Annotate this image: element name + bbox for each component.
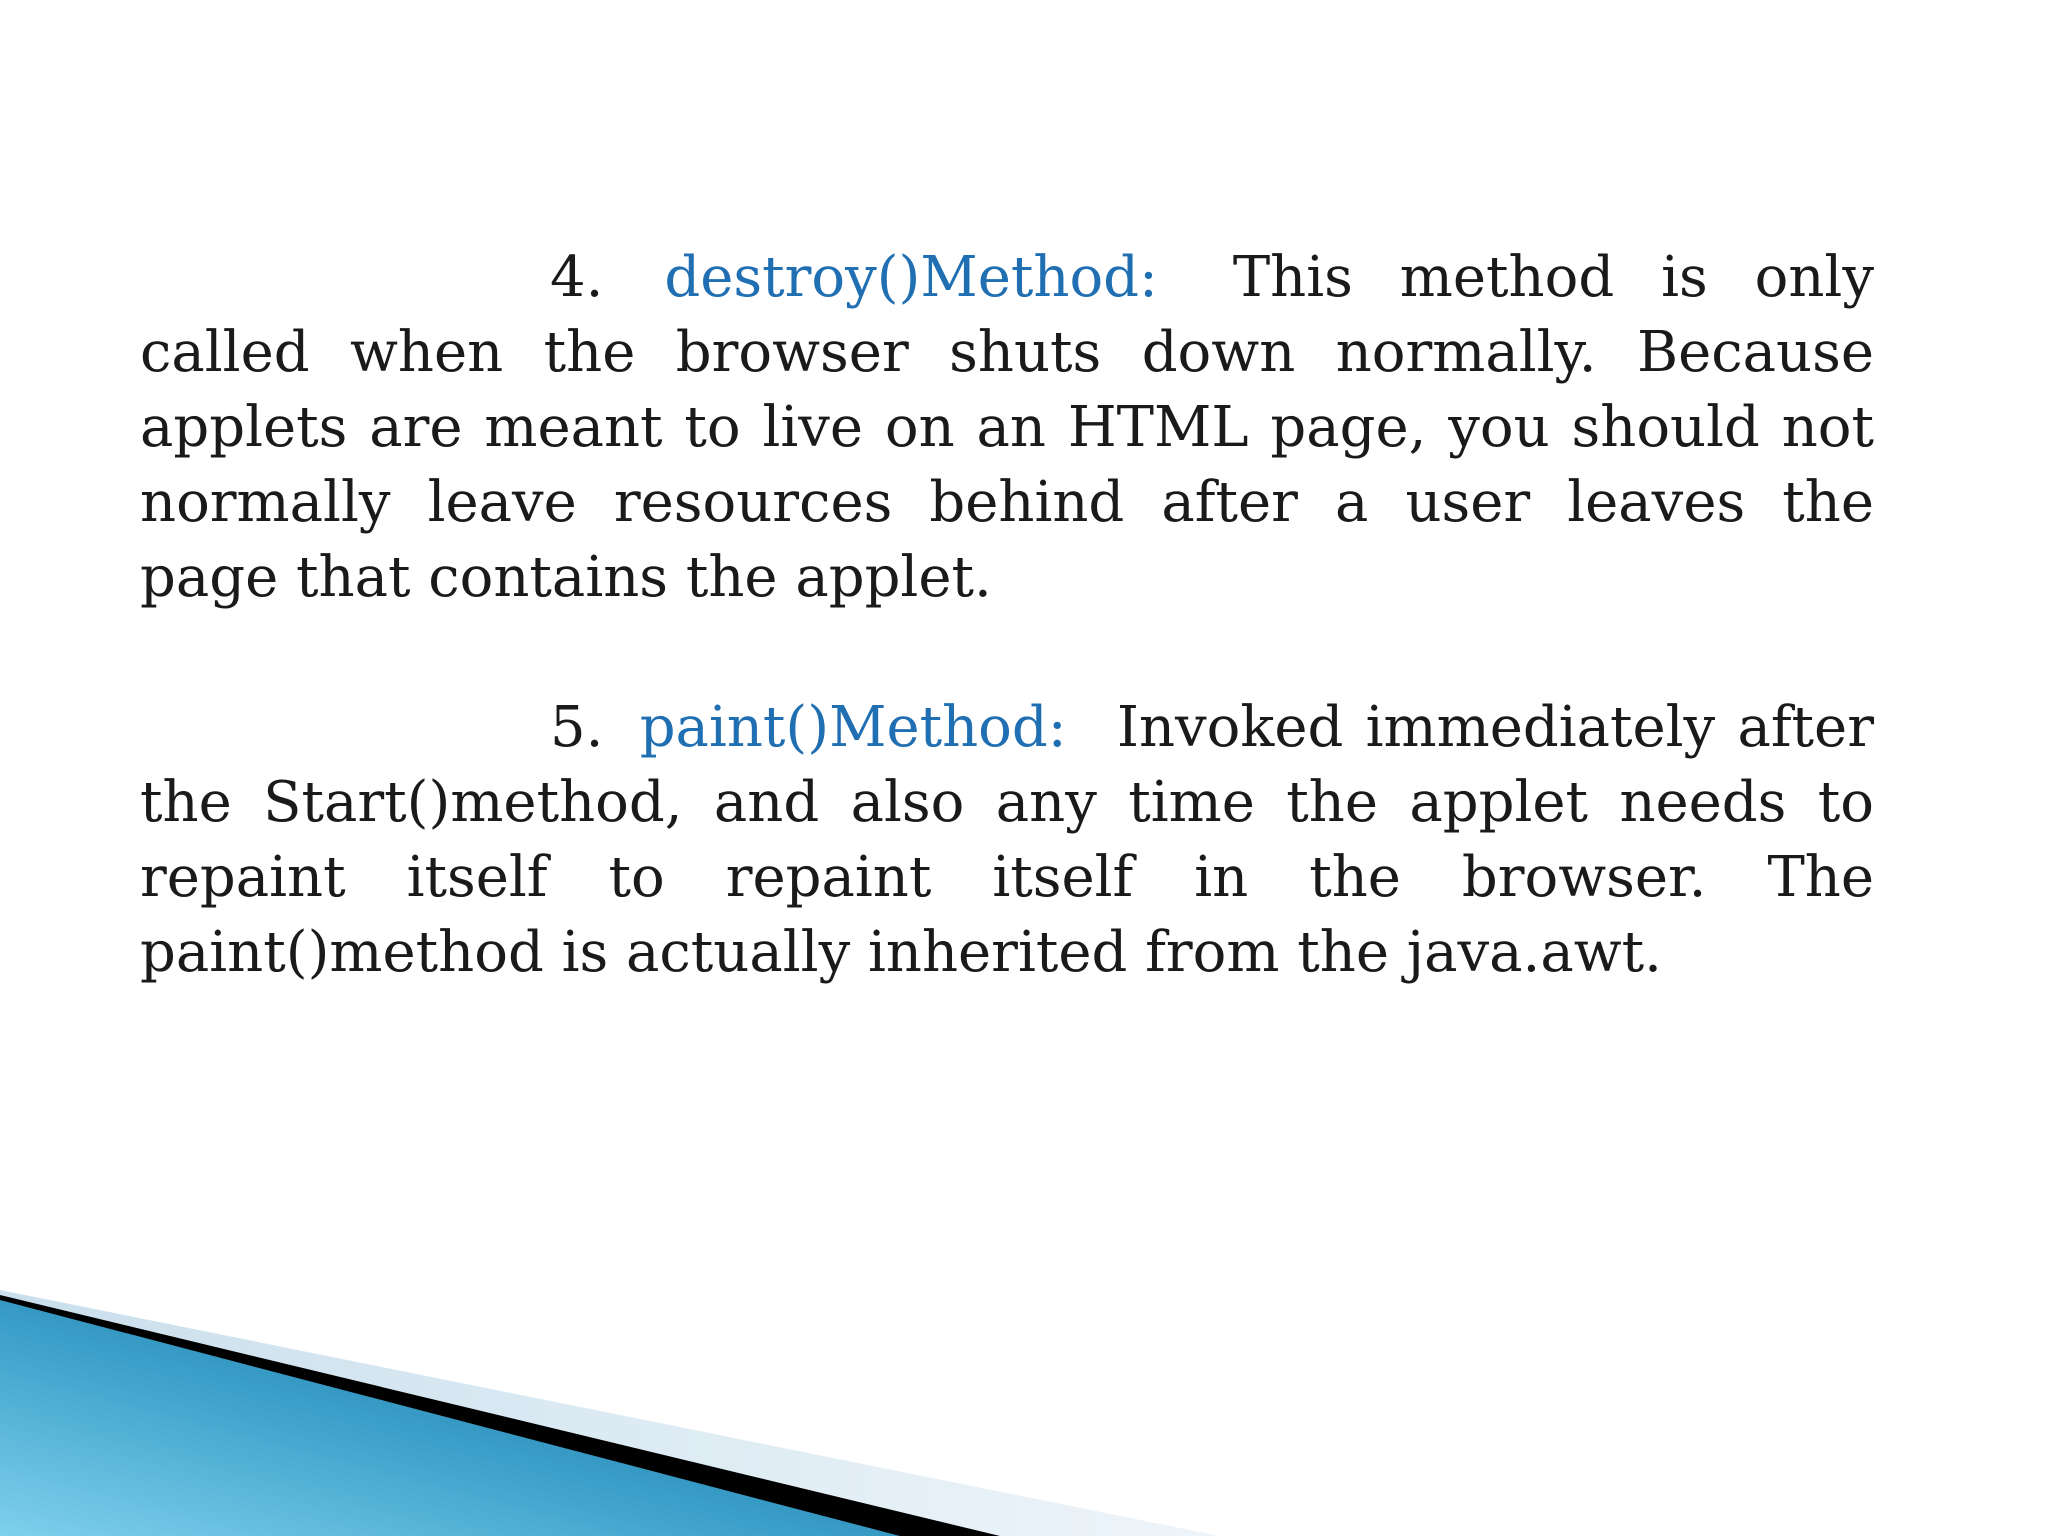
pale-wedge xyxy=(0,1290,1220,1536)
item-number: 4. xyxy=(550,245,604,310)
black-wedge xyxy=(0,1295,1000,1536)
item-heading: paint()Method: xyxy=(639,695,1067,760)
list-item-paint-method xyxy=(140,690,1874,990)
item-text: This method is only called when the browser shuts down normally. Because applets are meant to live on an HTML page, you should not normally leave resources behind after a user leaves the page that contains the applet. xyxy=(140,245,1874,610)
item-number: 5. xyxy=(550,695,604,760)
item-text: Invoked immediately after the Start()method, and also any time the applet needs to repaint itself to repaint itself in the browser. The paint()method is actually inherited from the java.awt. xyxy=(140,695,1874,985)
blue-wedge xyxy=(0,1300,900,1536)
list-item-destroy-method xyxy=(140,240,1874,615)
slide-body xyxy=(140,240,1874,990)
item-heading: destroy()Method: xyxy=(664,245,1158,310)
